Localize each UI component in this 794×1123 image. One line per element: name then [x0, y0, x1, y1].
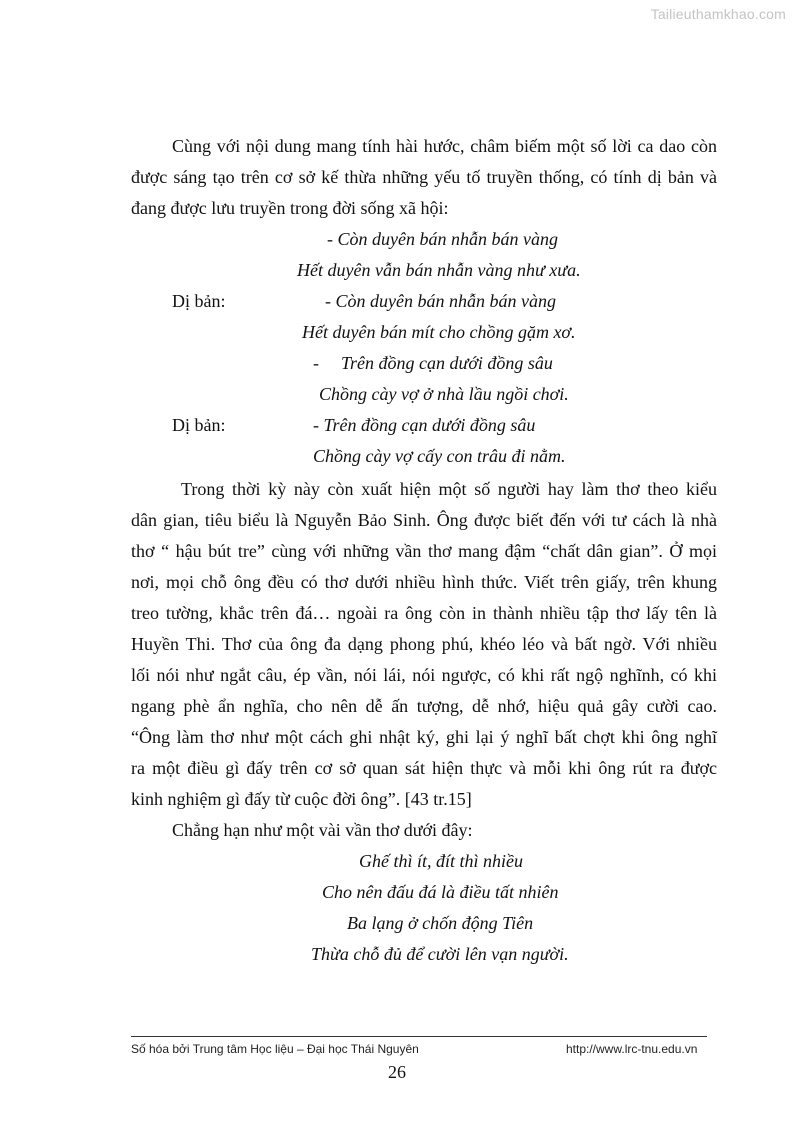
verse-1-line-1: - Còn duyên bán nhẫn bán vàng	[327, 229, 558, 249]
para2-line-10: ra một điều gì đấy trên cơ sở quan sát hiện thực và mỗi khi ông rút ra được	[131, 758, 717, 778]
page-number: 26	[388, 1062, 406, 1082]
intro-line-2: được sáng tạo trên cơ sở kế thừa những yếu tố truyền thống, có tính dị bản và	[131, 167, 717, 187]
footer-left: Số hóa bởi Trung tâm Học liệu – Đại học Thái Nguyên	[131, 1042, 419, 1056]
para2-line-2: dân gian, tiêu biểu là Nguyễn Bảo Sinh. Ông được biết đến với tư cách là nhà	[131, 510, 717, 530]
para2-line-9: “Ông làm thơ như một cách ghi nhật ký, ghi lại ý nghĩ bất chợt khi ông nghĩ	[131, 727, 717, 747]
poem-line-4: Thừa chỗ đủ để cười lên vạn người.	[311, 944, 569, 964]
watermark: Tailieuthamkhao.com	[650, 6, 786, 22]
poem-line-2: Cho nên đấu đá là điều tất nhiên	[322, 882, 559, 902]
para2-line-1: Trong thời kỳ này còn xuất hiện một số người hay làm thơ theo kiểu	[181, 479, 717, 499]
para2-line-3: thơ “ hậu bút tre” cùng với những vần thơ mang đậm “chất dân gian”. Ở mọi	[131, 541, 717, 561]
verse-3-dash: -	[313, 353, 319, 373]
para2-line-7: lối nói như ngắt câu, ép vần, nói lái, nói ngược, có khi rất ngộ nghĩnh, có khi	[131, 665, 717, 685]
para2-line-8: ngang phè ẩn nghĩa, cho nên dễ ấn tượng, dễ nhớ, hiệu quả gây cười cao.	[131, 696, 717, 716]
intro-line-3: đang được lưu truyền trong đời sống xã hội:	[131, 198, 449, 218]
verse-2-line-2: Hết duyên bán mít cho chồng gặm xơ.	[302, 322, 576, 342]
variant-label-1: Dị bản:	[172, 291, 226, 311]
footer-url: http://www.lrc-tnu.edu.vn	[566, 1042, 698, 1056]
verse-3-line-2: Chồng cày vợ ở nhà lầu ngồi chơi.	[319, 384, 569, 404]
para2-line-4: nơi, mọi chỗ ông đều có thơ dưới nhiều hình thức. Viết trên giấy, trên khung	[131, 572, 717, 592]
verse-1-line-2: Hết duyên vẫn bán nhẫn vàng như xưa.	[297, 260, 581, 280]
para2-line-11: kinh nghiệm gì đấy từ cuộc đời ông”. [43 tr.15]	[131, 789, 472, 809]
variant-label-2: Dị bản:	[172, 415, 226, 435]
para3: Chẳng hạn như một vài vần thơ dưới đây:	[172, 820, 473, 840]
verse-3-line-1: Trên đồng cạn dưới đồng sâu	[341, 353, 553, 373]
footer-divider	[131, 1036, 707, 1037]
para2-line-6: Huyền Thi. Thơ của ông đa dạng phong phú, khéo léo và bất ngờ. Với nhiều	[131, 634, 717, 654]
poem-line-3: Ba lạng ở chốn động Tiên	[347, 913, 534, 933]
intro-line-1: Cùng với nội dung mang tính hài hước, châm biếm một số lời ca dao còn	[172, 136, 717, 156]
para2-line-5: treo tường, khắc trên đá… ngoài ra ông còn in thành nhiều tập thơ lấy tên là	[131, 603, 717, 623]
poem-line-1: Ghế thì ít, đít thì nhiều	[359, 851, 523, 871]
verse-2-line-1: - Còn duyên bán nhẫn bán vàng	[325, 291, 556, 311]
verse-4-line-1: - Trên đồng cạn dưới đồng sâu	[313, 415, 536, 435]
verse-4-line-2: Chồng cày vợ cấy con trâu đi nằm.	[313, 446, 566, 466]
